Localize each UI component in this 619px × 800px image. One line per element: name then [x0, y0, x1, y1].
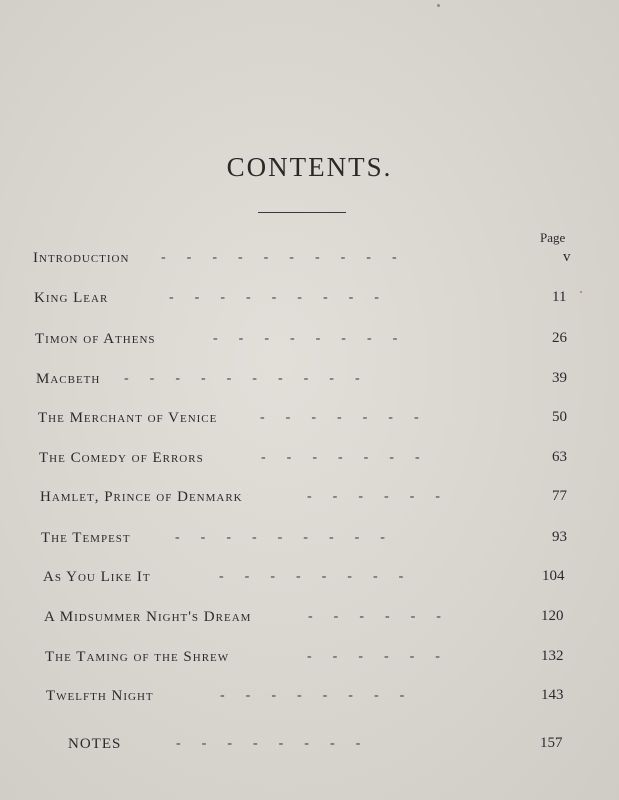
entry-page: 11 — [552, 289, 567, 305]
toc-entry-midsummer — [44, 609, 584, 631]
toc-entry-merchant-of-venice — [38, 410, 578, 432]
toc-entry-twelfth-night — [46, 688, 586, 710]
entry-page: 39 — [552, 370, 567, 386]
page-column-label: Page — [540, 230, 566, 245]
paper-speck — [580, 291, 582, 293]
dot-leader: - - - - - - - - - - — [124, 371, 360, 386]
toc-entry-comedy-of-errors — [39, 450, 579, 472]
dot-leader: - - - - - - - - — [176, 736, 361, 751]
toc-entry-notes — [68, 736, 588, 758]
toc-entry-timon-of-athens — [35, 331, 575, 353]
toc-entry-as-you-like-it — [43, 569, 583, 591]
dot-leader: - - - - - - - - — [220, 688, 405, 703]
toc-entry-taming-of-the-shrew — [45, 649, 585, 671]
dot-leader: - - - - - - - - - — [169, 290, 379, 305]
toc-entry-introduction — [33, 250, 573, 272]
entry-title: The Comedy of Errors — [39, 450, 204, 466]
entry-title: NOTES — [68, 736, 122, 752]
entry-title: Timon of Athens — [35, 331, 156, 347]
toc-entry-king-lear — [34, 290, 574, 312]
entry-page: 93 — [552, 529, 567, 545]
dot-leader: - - - - - - - — [261, 450, 420, 465]
heading-rule — [258, 212, 346, 213]
entry-title: A Midsummer Night's Dream — [44, 609, 252, 625]
entry-page: 63 — [552, 449, 567, 465]
entry-title: Introduction — [33, 250, 130, 266]
entry-title: Hamlet, Prince of Denmark — [40, 489, 243, 505]
toc-entry-tempest — [41, 530, 581, 552]
entry-title: King Lear — [34, 290, 109, 306]
paper-speck — [437, 4, 440, 7]
toc-entry-macbeth — [36, 371, 576, 393]
entry-page: 77 — [552, 488, 567, 504]
entry-page: 132 — [541, 648, 564, 664]
dot-leader: - - - - - - — [307, 649, 440, 664]
dot-leader: - - - - - - - - - — [175, 530, 385, 545]
entry-title: Macbeth — [36, 371, 101, 387]
entry-page: 50 — [552, 409, 567, 425]
entry-title: The Taming of the Shrew — [45, 649, 230, 665]
dot-leader: - - - - - - — [308, 609, 441, 624]
entry-page: 120 — [541, 608, 564, 624]
entry-title: Twelfth Night — [46, 688, 154, 704]
entry-page: 143 — [541, 687, 564, 703]
dot-leader: - - - - - - - — [260, 410, 419, 425]
dot-leader: - - - - - - — [307, 489, 440, 504]
entry-title: The Tempest — [41, 530, 131, 546]
entry-page: v — [563, 249, 571, 265]
contents-heading: CONTENTS. — [226, 152, 393, 182]
dot-leader: - - - - - - - - — [219, 569, 404, 584]
entry-title: The Merchant of Venice — [38, 410, 218, 426]
dot-leader: - - - - - - - - — [213, 331, 398, 346]
entry-page: 104 — [542, 568, 565, 584]
dot-leader: - - - - - - - - - - — [161, 250, 397, 265]
entry-page: 157 — [540, 735, 563, 751]
toc-entry-hamlet — [40, 489, 580, 511]
entry-page: 26 — [552, 330, 567, 346]
entry-title: As You Like It — [43, 569, 151, 585]
